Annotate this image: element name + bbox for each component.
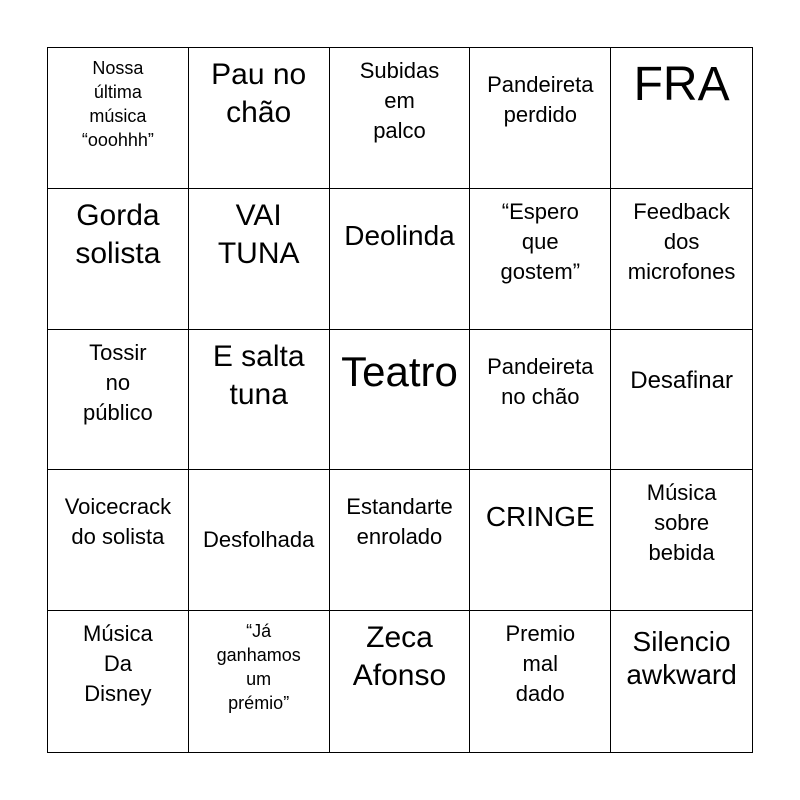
bingo-cell[interactable]: “Espero que gostem” [470,189,611,330]
bingo-cell[interactable]: Pau no chão [189,48,330,189]
bingo-cell[interactable]: Pandeireta no chão [470,330,611,471]
bingo-cell[interactable]: Feedback dos microfones [611,189,752,330]
bingo-cell[interactable]: Música sobre bebida [611,470,752,611]
bingo-cell[interactable]: Estandarte enrolado [330,470,471,611]
bingo-cell[interactable]: Desfolhada [189,470,330,611]
bingo-cell[interactable]: Gorda solista [48,189,189,330]
bingo-cell[interactable]: CRINGE [470,470,611,611]
bingo-cell[interactable]: Deolinda [330,189,471,330]
bingo-cell[interactable]: Desafinar [611,330,752,471]
bingo-cell[interactable]: Voicecrack do solista [48,470,189,611]
bingo-cell[interactable]: Teatro [330,330,471,471]
bingo-cell[interactable]: Silencio awkward [626,626,737,691]
bingo-cell[interactable]: Música Da Disney [48,611,189,752]
bingo-cell[interactable]: Tossir no público [48,330,189,471]
bingo-cell[interactable]: Nossa última música “ooohhh” [48,48,189,189]
bingo-cell[interactable]: VAI TUNA [189,189,330,330]
bingo-cell[interactable]: Subidas em palco [330,48,471,189]
bingo-cell[interactable]: Zeca Afonso [330,611,471,752]
bingo-cell[interactable]: FRA [611,48,752,189]
bingo-cell[interactable]: E salta tuna [189,330,330,471]
bingo-cell[interactable]: “Já ganhamos um prémio” [189,611,330,752]
bingo-board [47,47,753,753]
bingo-cell[interactable]: Pandeireta perdido [470,48,611,189]
bingo-cell[interactable]: Premio mal dado [470,611,611,752]
